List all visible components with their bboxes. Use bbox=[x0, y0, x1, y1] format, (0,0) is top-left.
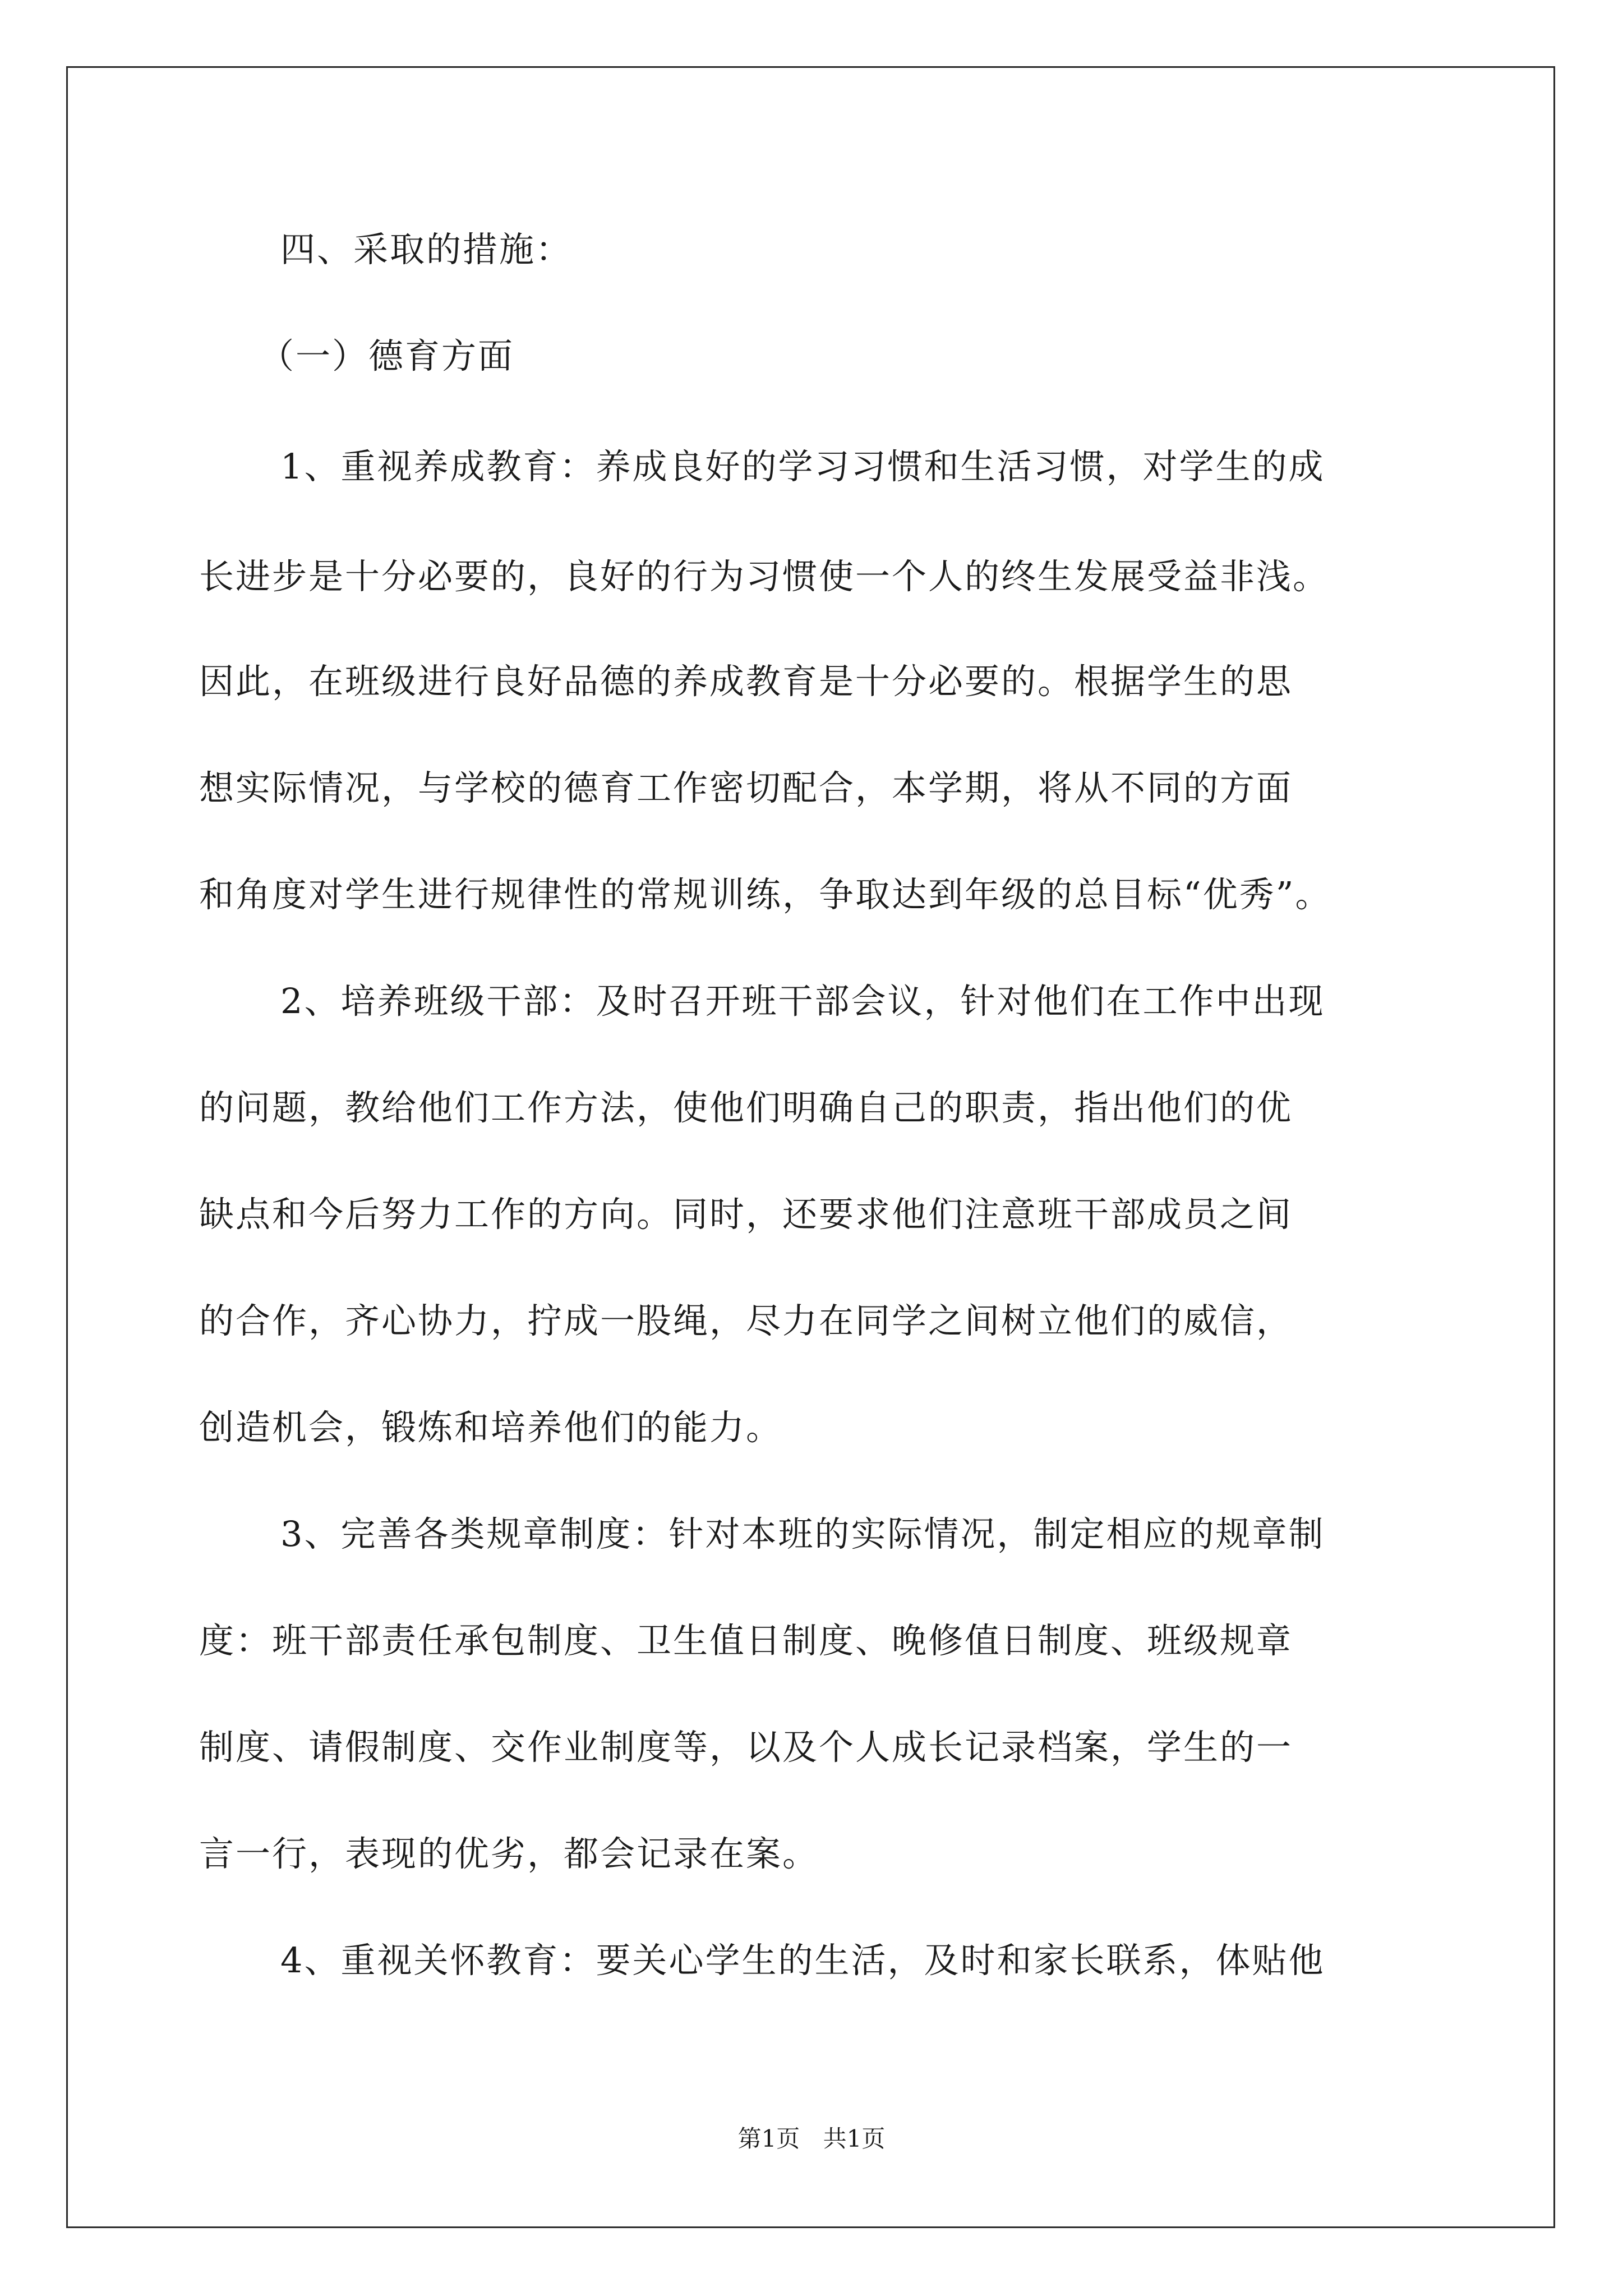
paragraph-line: 创造机会，锻炼和培养他们的能力。 bbox=[199, 1407, 783, 1448]
paragraph-line: 3、完善各类规章制度：针对本班的实际情况，制定相应的规章制 bbox=[280, 1513, 1325, 1554]
paragraph-line: 因此，在班级进行良好品德的养成教育是十分必要的。根据学生的思 bbox=[199, 661, 1293, 702]
paragraph-line: 缺点和今后努力工作的方向。同时，还要求他们注意班干部成员之间 bbox=[199, 1194, 1293, 1235]
paragraph-line: 度：班干部责任承包制度、卫生值日制度、晚修值日制度、班级规章 bbox=[199, 1620, 1293, 1661]
paragraph-line: 想实际情况，与学校的德育工作密切配合，本学期，将从不同的方面 bbox=[199, 767, 1293, 808]
paragraph-line: 的合作，齐心协力，拧成一股绳，尽力在同学之间树立他们的威信， bbox=[199, 1300, 1293, 1341]
paragraph-line: 的问题，教给他们工作方法，使他们明确自己的职责，指出他们的优 bbox=[199, 1087, 1293, 1128]
page-footer bbox=[0, 2120, 1623, 2154]
section-heading: 四、采取的措施： bbox=[280, 229, 573, 270]
page-number: 第1页 bbox=[737, 2125, 800, 2152]
paragraph-line: 言一行，表现的优劣，都会记录在案。 bbox=[199, 1833, 819, 1874]
paragraph-line: 长进步是十分必要的，良好的行为习惯使一个人的终生发展受益非浅。 bbox=[199, 556, 1330, 597]
paragraph-line: 2、培养班级干部：及时召开班干部会议，针对他们在工作中出现 bbox=[280, 981, 1325, 1022]
paragraph-line: 4、重视关怀教育：要关心学生的生活，及时和家长联系，体贴他 bbox=[280, 1940, 1325, 1981]
paragraph-line: 和角度对学生进行规律性的常规训练，争取达到年级的总目标“优秀”。 bbox=[199, 874, 1332, 915]
page-total: 共1页 bbox=[823, 2125, 886, 2152]
paragraph-line: 1、重视养成教育：养成良好的学习习惯和生活习惯，对学生的成 bbox=[280, 446, 1325, 487]
subsection-heading: （一）德育方面 bbox=[259, 335, 515, 376]
paragraph-line: 制度、请假制度、交作业制度等，以及个人成长记录档案，学生的一 bbox=[199, 1727, 1293, 1768]
